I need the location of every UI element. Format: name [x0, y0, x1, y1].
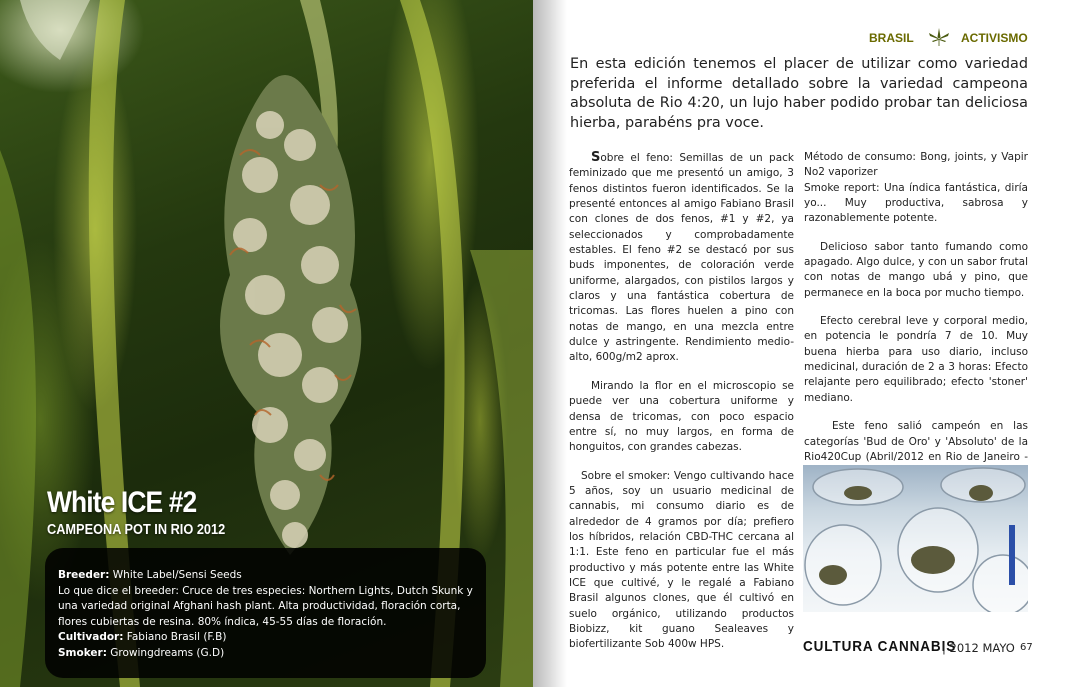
article-column-1 [569, 150, 794, 666]
issue-date: | 2012 MAYO [942, 641, 1015, 655]
breeder-value: White Label/Sensi Seeds [112, 569, 242, 581]
breeder-description: Lo que dice el breeder: Cruce de tres especies: Northern Lights, Dutch Skunk y una variedad original Afghani hash plant. Alta productividad, floración corta, flores cubiertas de resina. 80% índica, 45-55 días de floración. [58, 584, 473, 628]
smoker-value: Growingdreams (G.D) [110, 646, 225, 659]
cultivador-line: Cultivador: Fabiano Brasil (F.B) [58, 631, 227, 643]
page-number: 67 [1020, 642, 1033, 653]
dropcap: S [591, 150, 601, 165]
section-country: BRASIL [869, 31, 914, 45]
strain-title: White ICE #2 [47, 486, 197, 519]
judging-cups-photo [803, 465, 1028, 612]
magazine-logo: CULTURA CANNABIS [803, 638, 957, 655]
paragraph-feno-text: obre el feno: Semillas de un pack feminizado que me presentó un amigo, 3 fenos distintos fueron identificados. Se la presenté entonces al amigo Fabiano Brasil con clones de dos fenos, #1 y #2, ya seleccionados y comprobadamente estables. El feno #2 se destacó por sus buds imponentes, de coloración verde uniforme, alargados, con pistilos largos y claros y una fantástica cobertura de tricomas. Las flores huelen a pino con notas de mango, en una mezcla entre dulce y astringente. Rendimiento medio-alto, 600g/m2 aprox. [569, 152, 794, 364]
paragraph-sabor: Delicioso sabor tanto fumando como apagado. Algo dulce, y con un sabor frutal con notas de mango ubá y pino, que permanece en la boca por mucho tiempo. [804, 240, 1028, 299]
breeder-label: Breeder [58, 569, 106, 581]
paragraph-microscope: Mirando la flor en el microscopio se puede ver una cobertura uniforme y densa de tricomas, con poco espacio entre sí, no muy largos, en forma de honguitos, con grandes cabezas. [569, 379, 794, 454]
cannabis-leaf-icon [929, 28, 949, 46]
smoker-label: Smoker [58, 646, 103, 659]
paragraph-feno [569, 150, 794, 366]
cultivador-value: Fabiano Brasil (F.B) [126, 631, 227, 643]
lead-paragraph: En esta edición tenemos el placer de utilizar como variedad preferida el informe detallado sobre la variedad campeona absoluta de Rio 4:20, un lujo haber podido probar tan deliciosa hierba, parabéns pra voce. [570, 56, 1028, 131]
strain-subtitle: CAMPEONA POT IN RIO 2012 [47, 522, 226, 538]
strain-info-box [45, 548, 486, 678]
paragraph-smoker: Sobre el smoker: Vengo cultivando hace 5 años, soy un usuario medicinal de cannabis, mi consumo diario es de alrededor de 4 gramos por día; prefiero los híbridos, relación CBD-THC cercana al 1:1. Este feno en particular fue el más productivo y más potente entre las White ICE que cultivé, y le regalé a Fabiano Brasil algunos clones, que él cultivó en suelo orgánico, utilizando productos Biobizz, kit guano Sealeaves y biofertilizante Sob 400w HPS. [569, 469, 794, 651]
paragraph-campeon: Este feno salió campeón en las categorías 'Bud de Oro' y 'Absoluto' de la Rio420Cup (Abril/2012 en Rio de Janeiro - [804, 420, 1028, 463]
smoker-line: Smoker: Growingdreams (G.D) [58, 646, 225, 659]
strain-title-block [47, 486, 250, 538]
glass-cups-illustration [803, 465, 1028, 612]
section-topic: ACTIVISMO [961, 31, 1028, 45]
breeder-line: Breeder: White Label/Sensi Seeds [58, 569, 242, 581]
paragraph-efecto: Efecto cerebral leve y corporal medio, en potencia le pondría 7 de 10. Muy buena hierba para uso diario, incluso medicinal, duración de 2 a 3 horas: Efecto relajante pero equilibrado; efecto 'stoner' mediano. [804, 315, 1028, 404]
paragraph-consumo: Método de consumo: Bong, joints, y Vapir No2 vaporizer Smoke report: Una índica fantástica, diría yo... Muy productiva, sabrosa y razonablemente potente. [804, 151, 1028, 225]
cultivador-label: Cultivador [58, 631, 120, 643]
article-column-2 [804, 150, 1028, 494]
